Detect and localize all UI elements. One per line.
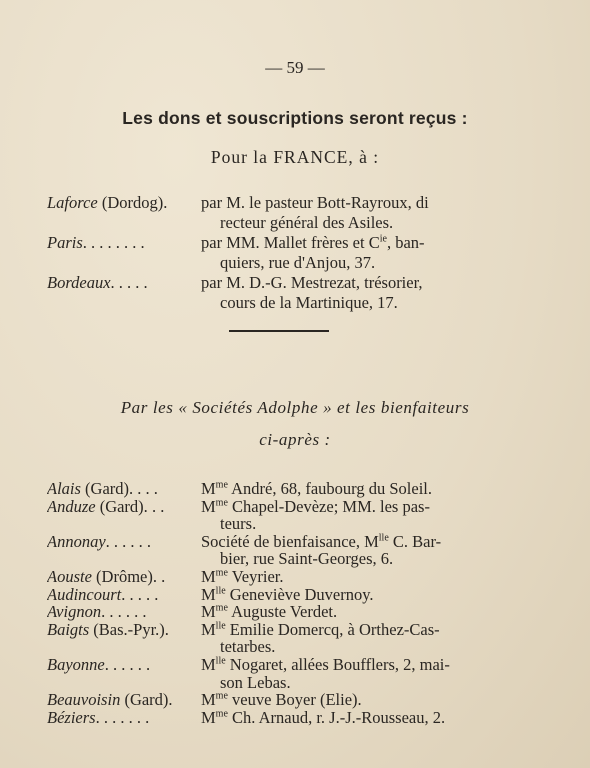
entry-place bbox=[47, 603, 201, 621]
entry-line: $M^{me}$ Auguste Verdet. bbox=[201, 602, 338, 622]
benefactor-entry bbox=[47, 533, 567, 568]
france-entries-list bbox=[47, 193, 567, 313]
entry-line: $M^{lle}$ Geneviève Duvernoy. bbox=[201, 584, 374, 604]
entry-city: Bordeaux bbox=[47, 273, 111, 292]
entry-description bbox=[201, 568, 567, 586]
entry-place bbox=[47, 498, 201, 533]
entry-city: Paris bbox=[47, 233, 83, 252]
entry-line: $M^{lle}$ Emilie Domercq, à Orthez-Cas- bbox=[201, 619, 440, 639]
entry-region: (Gard). bbox=[120, 691, 173, 709]
page-heading: Les dons et souscriptions seront reçus : bbox=[122, 108, 468, 128]
entry-place bbox=[47, 709, 201, 727]
benefactor-entry bbox=[47, 709, 567, 727]
benefactor-entry bbox=[47, 498, 567, 533]
entry-leader-dots: . . . . . . . bbox=[95, 708, 150, 727]
france-entry bbox=[47, 273, 567, 313]
entry-region: (Drôme). bbox=[91, 567, 157, 586]
benefactor-entry bbox=[47, 656, 567, 691]
entry-city: Aouste bbox=[47, 567, 92, 586]
france-entry bbox=[47, 193, 567, 233]
entry-description bbox=[201, 709, 567, 727]
entry-place bbox=[47, 586, 201, 604]
entry-place bbox=[47, 691, 201, 709]
entry-city: Laforce bbox=[47, 193, 98, 212]
entry-line: $M^{me}$ Ch. Arnaud, r. J.-J.-Rousseau, 2. bbox=[201, 707, 446, 727]
france-entry bbox=[47, 233, 567, 273]
entry-description bbox=[201, 533, 567, 568]
entry-line-continued: bier, rue Saint-Georges, 6. bbox=[220, 549, 394, 569]
entry-description bbox=[201, 603, 567, 621]
entry-city: Baigts bbox=[47, 620, 90, 639]
entry-line: $M^{lle}$ Nogaret, allées Boufflers, 2, mai- bbox=[201, 654, 450, 674]
benefactor-entry bbox=[47, 603, 567, 621]
entry-line: $M^{me}$ Veyrier. bbox=[201, 566, 284, 586]
entry-line: par M. D.-G. Mestrezat, trésorier, bbox=[201, 273, 423, 292]
entry-line: Société de bienfaisance, $M^{lle}$ C. Bar- bbox=[201, 531, 442, 551]
benefactor-entry bbox=[47, 480, 567, 498]
entry-description bbox=[201, 193, 567, 233]
entry-line: par MM. Mallet frères et $C^{ie}$, ban- bbox=[201, 233, 425, 252]
entry-leader-dots: . . . . . bbox=[110, 273, 148, 292]
entry-description bbox=[201, 273, 567, 313]
entry-place bbox=[47, 233, 201, 273]
entry-city: Avignon bbox=[47, 603, 102, 621]
section-divider bbox=[229, 330, 329, 332]
entry-city: Béziers bbox=[47, 708, 96, 727]
entry-leader-dots: . . bbox=[147, 497, 165, 516]
benefactors-list bbox=[47, 480, 567, 726]
entry-line: $M^{me}$ Chapel-Devèze; MM. les pas- bbox=[201, 496, 430, 516]
entry-line-continued: teurs. bbox=[220, 514, 257, 534]
entry-line-continued: recteur général des Asiles. bbox=[220, 213, 394, 232]
entry-leader-dots: . . . bbox=[133, 480, 158, 498]
entry-description bbox=[201, 498, 567, 533]
entry-leader-dots: . . . . . . bbox=[101, 603, 147, 621]
entry-place bbox=[47, 480, 201, 498]
entry-place bbox=[47, 621, 201, 656]
benefactor-entry bbox=[47, 586, 567, 604]
entry-city: Annonay bbox=[47, 532, 106, 551]
entry-region: (Bas.-Pyr.). bbox=[89, 620, 169, 639]
entry-leader-dots: . . . . . . bbox=[105, 532, 152, 551]
entry-line-continued: cours de la Martinique, 17. bbox=[220, 293, 398, 312]
entry-leader-dots: . . . . . . bbox=[104, 655, 151, 674]
entry-city: Bayonne bbox=[47, 655, 105, 674]
entry-description bbox=[201, 621, 567, 656]
benefactor-entry bbox=[47, 691, 567, 709]
entry-description bbox=[201, 656, 567, 691]
entry-line: $M^{me}$ André, 68, faubourg du Soleil. bbox=[201, 479, 432, 498]
entry-line-continued: quiers, rue d'Anjou, 37. bbox=[220, 253, 376, 272]
page-number: — 59 — bbox=[265, 58, 325, 77]
subheading-france: Pour la FRANCE, à : bbox=[210, 147, 380, 167]
section2-heading: Par les « Sociétés Adolphe » et les bienfaiteurs bbox=[120, 398, 470, 417]
entry-line-continued: son Lebas. bbox=[220, 672, 291, 692]
entry-city: Audincourt bbox=[47, 585, 122, 604]
entry-region: (Gard). bbox=[95, 497, 148, 516]
entry-place bbox=[47, 193, 201, 233]
entry-city: Alais bbox=[47, 480, 81, 498]
entry-city: Beauvoisin bbox=[47, 691, 121, 709]
entry-region: (Dordog). bbox=[97, 193, 168, 212]
entry-leader-dots: . bbox=[156, 567, 166, 586]
benefactor-entry bbox=[47, 621, 567, 656]
entry-place bbox=[47, 568, 201, 586]
entry-description bbox=[201, 480, 567, 498]
entry-place bbox=[47, 533, 201, 568]
entry-line-continued: tetarbes. bbox=[220, 637, 276, 657]
entry-line: par M. le pasteur Bott-Rayroux, di bbox=[201, 193, 429, 212]
entry-line: $M^{me}$ veuve Boyer (Elie). bbox=[201, 690, 362, 710]
entry-place bbox=[47, 656, 201, 691]
entry-description bbox=[201, 586, 567, 604]
entry-place bbox=[47, 273, 201, 313]
entry-leader-dots: . . . . . bbox=[121, 585, 159, 604]
section2-heading-continued: ci-après : bbox=[259, 430, 331, 449]
entry-city: Anduze bbox=[47, 497, 96, 516]
entry-leader-dots: . . . . . . . . bbox=[82, 233, 145, 252]
entry-description bbox=[201, 691, 567, 709]
benefactor-entry bbox=[47, 568, 567, 586]
entry-description bbox=[201, 233, 567, 273]
entry-region: (Gard). bbox=[80, 480, 134, 498]
